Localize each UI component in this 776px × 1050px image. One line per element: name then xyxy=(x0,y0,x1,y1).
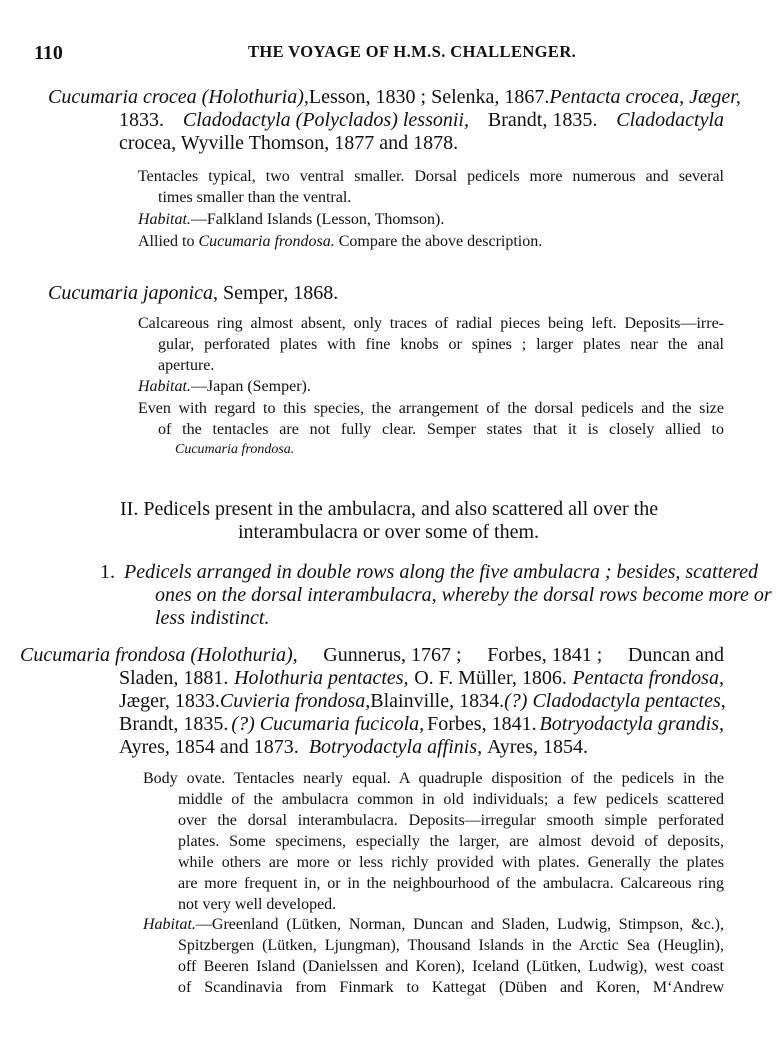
page-number: 110 xyxy=(34,42,63,64)
frondosa-description-line-3: over the dorsal interambulacra. Deposits—irregular smooth simple perforated xyxy=(178,812,724,829)
subsection-number: 1. xyxy=(100,561,115,583)
japonica-description-line-3: aperture. xyxy=(158,357,215,374)
frondosa-description-line-1: Body ovate. Tentacles nearly equal. A quadruple disposition of the pedicels in the xyxy=(143,770,724,787)
japonica-description-line-1: Calcareous ring almost absent, only traces of radial pieces being left. Deposits—irre- xyxy=(138,315,724,332)
subsection-heading-line-3: less indistinct. xyxy=(155,607,270,629)
crocea-habitat: Habitat.—Falkland Islands (Lesson, Thomson). xyxy=(138,211,445,228)
frondosa-description-line-5: while others are more or less richly provided with plates. Generally the plates xyxy=(178,854,724,871)
crocea-synonymy-line-1: Cucumaria crocea (Holothuria), Lesson, 1830 ; Selenka, 1867. Pentacta crocea, Jæger, xyxy=(48,86,741,108)
frondosa-description-line-7: not very well developed. xyxy=(178,896,337,913)
japonica-description-line-6: Cucumaria frondosa. xyxy=(175,442,295,457)
frondosa-habitat-line-1: Habitat. —Greenland (Lütken, Norman, Duncan and Sladen, Ludwig, Stimpson, &c.), xyxy=(143,916,724,933)
subsection-heading-line-1: Pedicels arranged in double rows along the five ambulacra ; besides, scattered xyxy=(124,561,758,583)
frondosa-description-line-2: middle of the ambulacra common in old individuals; a few pedicels scattered xyxy=(178,791,724,808)
japonica-description-line-2: gular, perforated plates with fine knobs or spines ; larger plates near the anal xyxy=(158,336,724,353)
frondosa-synonymy-line-2: Sladen, 1881. Holothuria pentactes, O. F. Müller, 1806. Pentacta frondosa, xyxy=(119,667,724,689)
crocea-synonymy-line-2: 1833. Cladodactyla (Polyclados) lessonii, Brandt, 1835. Cladodactyla xyxy=(119,109,724,131)
japonica-description-line-4: Even with regard to this species, the arrangement of the dorsal pedicels and the size xyxy=(138,400,724,417)
crocea-description-line-2: times smaller than the ventral. xyxy=(158,189,352,206)
frondosa-synonymy-line-5: Ayres, 1854 and 1873. Botryodactyla affinis, Ayres, 1854. xyxy=(119,736,589,758)
frondosa-habitat-line-2: Spitzbergen (Lütken, Ljungman), Thousand Islands in the Arctic Sea (Heuglin), xyxy=(178,937,724,954)
crocea-synonymy-line-3: crocea, Wyville Thomson, 1877 and 1878. xyxy=(119,132,459,154)
frondosa-species-name: Cucumaria frondosa (Holothuria), xyxy=(20,644,298,666)
section-heading-line-1: II. Pedicels present in the ambulacra, and also scattered all over the xyxy=(120,498,659,520)
subsection-heading-line-2: ones on the dorsal interambulacra, whereby the dorsal rows become more or xyxy=(155,584,772,606)
frondosa-synonymy-line-1: Cucumaria frondosa (Holothuria), Gunnerus, 1767 ; Forbes, 1841 ; Duncan and xyxy=(20,644,724,666)
frondosa-synonymy-line-3: Jæger, 1833. Cuvieria frondosa, Blainville, 1834. (?) Cladodactyla pentactes, xyxy=(119,690,726,712)
japonica-heading: Cucumaria japonica, Semper, 1868. xyxy=(48,282,339,304)
crocea-species-name: Cucumaria crocea (Holothuria), xyxy=(48,86,309,108)
frondosa-description-line-4: plates. Some specimens, especially the larger, are almost devoid of deposits, xyxy=(178,833,724,850)
running-title: THE VOYAGE OF H.M.S. CHALLENGER. xyxy=(248,42,577,61)
crocea-description-line-1: Tentacles typical, two ventral smaller. Dorsal pedicels more numerous and several xyxy=(138,168,724,185)
frondosa-description-line-6: are more frequent in, or in the neighbourhood of the ambulacra. Calcareous ring xyxy=(178,875,724,892)
frondosa-habitat-line-4: of Scandinavia from Finmark to Kattegat (Düben and Koren, M‘Andrew xyxy=(178,979,724,996)
japonica-habitat: Habitat.—Japan (Semper). xyxy=(138,378,311,395)
japonica-description-line-5: of the tentacles are not fully clear. Semper states that it is closely allied to xyxy=(158,421,724,438)
crocea-allied: Allied to Cucumaria frondosa. Compare the above description. xyxy=(138,233,543,250)
section-heading-line-2: interambulacra or over some of them. xyxy=(238,521,539,543)
frondosa-habitat-line-3: off Beeren Island (Danielssen and Koren), Iceland (Lütken, Ludwig), west coast xyxy=(178,958,724,975)
frondosa-synonymy-line-4: Brandt, 1835. (?) Cucumaria fucicola, Forbes, 1841. Botryodactyla grandis, xyxy=(119,713,724,735)
